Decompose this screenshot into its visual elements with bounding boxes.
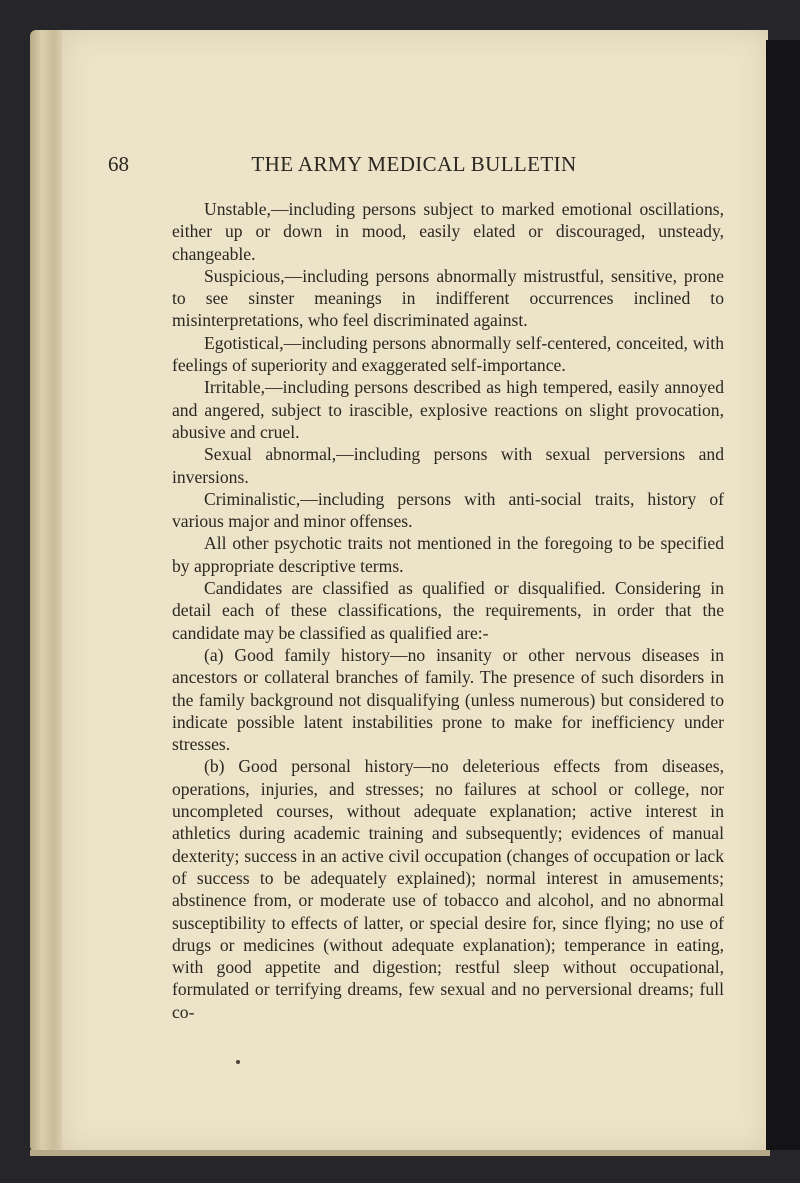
paragraph-other-traits: All other psychotic traits not mentioned in the foregoing to be specified by appropriate descriptive terms. [172, 533, 724, 576]
paragraph-egotistical: Egotistical,—including persons abnormally self-centered, conceited, with feelings of superiority and exaggerated self-importance. [172, 332, 724, 376]
running-title: THE ARMY MEDICAL BULLETIN [251, 152, 577, 176]
paragraph-unstable: Unstable,—including persons subject to marked emotional oscillations, either up or down in mood, easily elated or discouraged, unsteady, changeable. [172, 199, 724, 264]
body-text [172, 198, 724, 1023]
paragraph-classification: Candidates are classified as qualified or disqualified. Considering in detail each of these classifications, the requirements, in order that the candidate may be classified as qualified are:- [172, 578, 724, 643]
paragraph-family-history: (a) Good family history—no insanity or other nervous diseases in ancestors or collateral branches of family. The presence of such disorders in the family background not disqualifying (unless numerous) but considered to indicate possible latent instabilities prone to make for inefficiency under stresses. [172, 644, 724, 755]
book-bottom-edge [30, 1150, 770, 1156]
running-header [108, 152, 720, 182]
book-gutter-shadow [766, 40, 800, 1150]
ink-speck [236, 1060, 240, 1064]
paragraph-personal-history: (b) Good personal history—no deleterious effects from diseases, operations, injuries, and stresses; no failures at school or college, nor uncompleted courses, without adequate explanation; active interest in athletics during academic training and subsequently; evidences of manual dexterity; success in an active civil occupation (changes of occupation or lack of success to be adequately explained); normal interest in amusements; abstinence from, or moderate use of tobacco and alcohol, and no abnormal susceptibility to effects of latter, or special desire for, since flying; no use of drugs or medicines (without adequate explanation); temperance in eating, with good appetite and digestion; restful sleep without occupational, formulated or terrifying dreams, few sexual and no perversional dreams; full co- [172, 756, 724, 1022]
paragraph-suspicious: Suspicious,—including persons abnormally mistrustful, sensitive, prone to see sinster meanings in indifferent occurrences inclined to misinterpretations, who feel discriminated against. [172, 265, 724, 331]
paragraph-irritable: Irritable,—including persons described as high tempered, easily annoyed and angered, subject to irascible, explosive reactions on slight provocation, abusive and cruel. [172, 377, 724, 442]
paragraph-criminalistic: Criminalistic,—including persons with anti-social traits, history of various major and minor offenses. [172, 488, 724, 532]
paragraph-sexual-abnormal: Sexual abnormal,—including persons with sexual perversions and inversions. [172, 444, 724, 487]
page-number: 68 [108, 152, 129, 176]
